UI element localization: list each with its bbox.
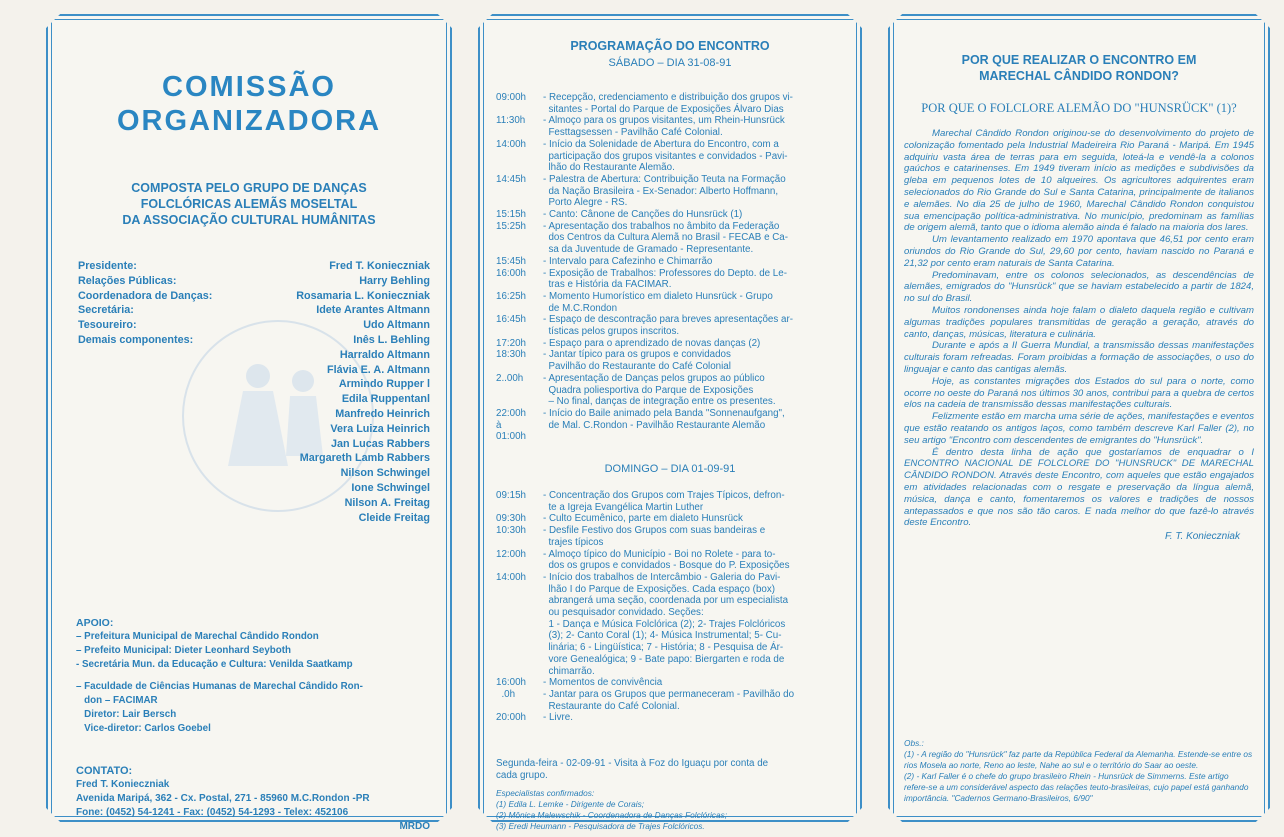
contact-line: Fone: (0452) 54-1241 - Fax: (0452) 54-1293 - Telex: 452106	[76, 807, 349, 818]
schedule-row	[496, 408, 846, 420]
schedule-time	[496, 666, 543, 678]
schedule-description: - Almoço típico do Município - Boi no Rolete - para to-	[543, 548, 776, 560]
contact-line: Avenida Maripá, 362 - Cx. Postal, 271 - 85960 M.C.Rondon -PR	[76, 793, 370, 804]
schedule-time	[496, 104, 543, 116]
schedule-description: 1 - Dança e Música Folclórica (2); 2- Trajes Folclóricos	[543, 618, 786, 630]
schedule-time	[496, 186, 543, 198]
schedule-description: - Almoço para os grupos visitantes, um Rhein-Hunsrück	[543, 115, 785, 127]
schedule-time: 15:45h	[496, 255, 526, 267]
schedule-description: te a Igreja Evangélica Martin Luther	[543, 501, 704, 513]
member-name: Nilson A. Freitag	[344, 496, 430, 509]
schedule-description: - Recepção, credenciamento e distribuição dos grupos vi-	[543, 92, 793, 103]
schedule-row	[496, 490, 846, 502]
schedule-description: Porto Alegre - RS.	[543, 197, 628, 209]
schedule-description: - Espaço para o aprendizado de novas danças (2)	[543, 337, 761, 349]
schedule-time: 09:30h	[496, 513, 526, 525]
schedule-description: - Livre.	[543, 712, 573, 724]
program-title: PROGRAMAÇÃO DO ENCONTRO	[570, 39, 770, 53]
schedule-description: participação dos grupos visitantes e convidados - Pavi-	[543, 150, 788, 162]
signature: F. T. Konieczniak	[1164, 531, 1240, 543]
schedule-description: - Momento Humorístico em dialeto Hunsrück - Grupo	[543, 290, 773, 302]
schedule-description: - Espaço de descontração para breves apresentações ar-	[543, 314, 793, 326]
schedule-time	[496, 701, 543, 713]
member-name: Harraldo Altmann	[339, 348, 430, 361]
schedule-row	[496, 502, 846, 514]
monday-note-line2: cada grupo.	[496, 770, 548, 781]
committee-subtitle-line3: DA ASSOCIAÇÃO CULTURAL HUMÂNITAS	[122, 213, 376, 227]
member-row	[78, 437, 430, 452]
schedule-time	[496, 197, 543, 209]
schedule-time: 01:00h	[496, 431, 526, 443]
schedule-row	[496, 186, 846, 198]
committee-subtitle-line1: COMPOSTA PELO GRUPO DE DANÇAS	[131, 181, 367, 195]
schedule-time: 09:15h	[496, 490, 526, 501]
member-role: Presidente:	[78, 260, 137, 272]
schedule-row	[496, 607, 846, 619]
schedule-time	[496, 619, 543, 631]
schedule-description: Restaurante do Café Colonial.	[543, 700, 680, 712]
schedule-time: .0h	[496, 688, 516, 700]
schedule-description: trajes típicos	[543, 536, 604, 548]
member-role: Coordenadora de Danças:	[78, 289, 213, 302]
schedule-time	[496, 326, 543, 338]
schedule-time: 16:00h	[496, 267, 526, 279]
member-row	[78, 466, 430, 481]
why-subtitle: POR QUE O FOLCLORE ALEMÃO DO "HUNSRÜCK" (1)?	[921, 101, 1237, 115]
schedule-time: 20:00h	[496, 712, 526, 724]
why-title	[890, 52, 1268, 84]
member-row	[78, 348, 430, 363]
schedule-description: dos os grupos e convidados - Bosque do P. Exposições	[543, 560, 790, 572]
member-row	[78, 333, 430, 348]
schedule-description: - Palestra de Abertura: Contribuição Teuta na Formação	[543, 173, 786, 185]
member-row	[78, 274, 430, 289]
member-name: Vera Luiza Heinrich	[330, 422, 430, 435]
support-line: – Prefeito Municipal: Dieter Leonhard Seyboth	[76, 645, 292, 656]
schedule-row	[496, 549, 846, 561]
schedule-row	[496, 701, 846, 713]
body-paragraph: Predominavam, entre os colonos selecionados, as descendências de alemães, emigrados do "Hunsrück" que se haviam estabelecido a partir de 1824, no sul do Brasil.	[904, 269, 1254, 305]
organizing-committee-panel	[46, 14, 452, 832]
schedule-time	[496, 303, 543, 315]
member-name: Harry Behling	[359, 274, 430, 287]
schedule-time: 14:45h	[496, 173, 526, 185]
schedule-row	[496, 630, 846, 642]
member-name: Manfredo Heinrich	[335, 407, 430, 420]
member-row	[78, 496, 430, 511]
schedule-time	[496, 127, 543, 139]
schedule-row	[496, 151, 846, 163]
specialist-line: (3) Eredi Heumann - Pesquisadora de Trajes Folclóricos.	[496, 821, 705, 831]
schedule-description: lhão do Restaurante Alemão.	[543, 162, 675, 174]
schedule-description: - Jantar para os Grupos que permaneceram - Pavilhão do	[543, 688, 795, 700]
schedule-description: de Mal. C.Rondon - Pavilhão Restaurante Alemão	[543, 419, 766, 431]
schedule-row	[496, 244, 846, 256]
contact-heading: CONTATO:	[76, 765, 133, 777]
schedule-description: lhão I do Parque de Exposições. Cada espaço (box)	[543, 583, 776, 595]
saturday-schedule	[496, 92, 846, 443]
member-role: Tesoureiro:	[78, 319, 137, 332]
member-name: Fred T. Konieczniak	[329, 260, 430, 272]
support-line: - Secretária Mun. da Educação e Cultura: Venilda Saatkamp	[76, 659, 353, 670]
schedule-description: - Culto Ecumênico, parte em dialeto Hunsrück	[543, 513, 743, 525]
saturday-heading: SÁBADO – DIA 31-08-91	[608, 57, 732, 69]
schedule-row	[496, 584, 846, 596]
support-line: Diretor: Lair Bersch	[76, 709, 177, 720]
schedule-time	[496, 385, 543, 397]
schedule-description: da Nação Brasileira - Ex-Senador: Alberto Hoffmann,	[543, 185, 779, 197]
schedule-row	[496, 256, 846, 268]
schedule-description: de M.C.Rondon	[543, 302, 618, 314]
schedule-row	[496, 268, 846, 280]
schedule-row	[496, 197, 846, 209]
member-name: Idete Arantes Altmann	[316, 304, 430, 317]
member-row	[78, 259, 430, 274]
schedule-row	[496, 92, 846, 104]
support-line: – Faculdade de Ciências Humanas de Marechal Cândido Ron-	[76, 681, 363, 692]
committee-title-line2: ORGANIZADORA	[116, 105, 382, 137]
schedule-time: 14:00h	[496, 138, 526, 150]
schedule-time: 12:00h	[496, 548, 526, 560]
schedule-row	[496, 349, 846, 361]
schedule-row	[496, 104, 846, 116]
schedule-time: 18:30h	[496, 349, 526, 361]
member-name: Udo Altmann	[363, 319, 430, 332]
schedule-description: chimarrão.	[543, 665, 595, 677]
body-paragraph: Um levantamento realizado em 1970 apontava que 46,51 por cento eram oriundos do Rio Grande do Sul, 29,60 por cento, haviam nascido no Paraná e 21,32 por cento eram naturais de Santa Catarina.	[904, 234, 1254, 269]
schedule-time: 16:00h	[496, 677, 526, 689]
member-row	[78, 407, 430, 422]
contact-section	[76, 764, 430, 834]
member-row	[78, 303, 430, 318]
support-section	[76, 616, 430, 736]
member-row	[78, 451, 430, 466]
schedule-row	[496, 420, 846, 432]
schedule-description: - Canto: Cânone de Canções do Hunsrück (1)	[543, 209, 743, 221]
observation-line: (2) - Karl Faller é o chefe do grupo brasileiro Rhein - Hunsrück de Simmerns. Este artigo refere-se a um considerável aspecto das relações teuto-brasileiras, cujo papel está ganhando importância. "Cadernos Germano-Brasileiros, 6/90"	[904, 771, 1249, 803]
schedule-row	[496, 162, 846, 174]
member-row	[78, 422, 430, 437]
schedule-time	[496, 595, 543, 607]
schedule-time: 10:30h	[496, 525, 526, 537]
schedule-time: 2..00h	[496, 372, 524, 384]
schedule-time: 17:20h	[496, 337, 526, 349]
schedule-row	[496, 572, 846, 584]
schedule-row	[496, 666, 846, 678]
member-row	[78, 363, 430, 378]
member-role: Secretária:	[78, 304, 134, 317]
schedule-row	[496, 209, 846, 221]
schedule-time	[496, 607, 543, 619]
member-role: Demais componentes:	[78, 333, 194, 346]
member-name: Ione Schwingel	[351, 481, 430, 494]
schedule-row	[496, 560, 846, 572]
schedule-row	[496, 291, 846, 303]
schedule-time	[496, 232, 543, 244]
schedule-time: à	[496, 419, 502, 431]
schedule-time	[496, 537, 543, 549]
member-name: Cleide Freitag	[358, 511, 430, 524]
schedule-description: - Início da Solenidade de Abertura do Encontro, com a	[543, 138, 779, 150]
schedule-row	[496, 595, 846, 607]
schedule-description: dos Centros da Cultura Alemã no Brasil - FECAB e Ca-	[543, 232, 789, 244]
support-line: Vice-diretor: Carlos Goebel	[76, 723, 211, 734]
schedule-row	[496, 115, 846, 127]
schedule-description: sa da Juventude de Gramado - Representante.	[543, 244, 754, 256]
schedule-description: - Exposição de Trabalhos: Professores do Depto. de Le-	[543, 267, 787, 279]
schedule-row	[496, 232, 846, 244]
specialists-section	[496, 788, 846, 832]
committee-title	[48, 70, 450, 138]
schedule-time: 15:15h	[496, 209, 526, 221]
why-title-line2: MARECHAL CÂNDIDO RONDON?	[979, 69, 1179, 83]
member-name: Margareth Lamb Rabbers	[299, 452, 430, 465]
member-row	[78, 318, 430, 333]
schedule-row	[496, 385, 846, 397]
schedule-time	[496, 151, 543, 163]
schedule-time	[496, 396, 543, 408]
member-name: Edila Ruppentanl	[341, 393, 430, 406]
schedule-description: - Início do Baile animado pela Banda "Sonnenaufgang",	[543, 407, 785, 419]
member-name: Flávia E. A. Altmann	[327, 363, 430, 376]
member-name: Nilson Schwingel	[340, 467, 430, 480]
schedule-description: - Concentração dos Grupos com Trajes Típicos, defron-	[543, 490, 785, 501]
member-role: Relações Públicas:	[78, 274, 177, 287]
observations-heading: Obs.:	[904, 738, 924, 748]
schedule-description: ou pesquisador convidado. Seções:	[543, 607, 704, 619]
schedule-description: - Início dos trabalhos de Intercâmbio - Galeria do Pavi-	[543, 571, 781, 583]
member-row	[78, 377, 430, 392]
schedule-time: 16:45h	[496, 314, 526, 326]
schedule-row	[496, 525, 846, 537]
schedule-description: tísticas pelos grupos inscritos.	[543, 326, 680, 338]
member-row	[78, 511, 430, 526]
schedule-row	[496, 221, 846, 233]
schedule-description: - Desfile Festivo dos Grupos com suas bandeiras e	[543, 525, 766, 537]
member-row	[78, 289, 430, 304]
support-heading: APOIO:	[76, 617, 114, 629]
schedule-time	[496, 642, 543, 654]
schedule-description: (3); 2- Canto Coral (1); 4- Música Instrumental; 5- Cu-	[543, 630, 782, 642]
schedule-time	[496, 162, 543, 174]
specialists-heading: Especialistas confirmados:	[496, 788, 595, 798]
sunday-heading: DOMINGO – DIA 01-09-91	[604, 463, 736, 475]
committee-subtitle	[68, 180, 430, 228]
monday-note	[496, 758, 846, 782]
schedule-row	[496, 314, 846, 326]
members-list	[78, 259, 430, 525]
schedule-description: – No final, danças de integração entre os presentes.	[543, 396, 776, 408]
schedule-time	[496, 502, 543, 514]
schedule-row	[496, 373, 846, 385]
schedule-time: 22:00h	[496, 407, 526, 419]
member-row	[78, 481, 430, 496]
schedule-description: abrangerá uma seção, coordenada por um especialista	[543, 595, 789, 607]
schedule-time	[496, 279, 543, 291]
body-paragraph: Felizmente estão em marcha uma série de ações, manifestações e eventos que estão reatando os antigos laços, como também descreve Karl Faller (2), no seu artigo "Encontro com descendentes de emigrantes do "Hunsrück".	[904, 411, 1254, 446]
schedule-row	[496, 396, 846, 408]
schedule-row	[496, 326, 846, 338]
schedule-time	[496, 361, 543, 373]
schedule-time: 14:00h	[496, 571, 526, 583]
schedule-row	[496, 139, 846, 151]
schedule-description: vore Genealógica; 9 - Bate papo: Biergarten e roda de	[543, 653, 785, 665]
observations-section	[904, 738, 1254, 804]
schedule-row	[496, 677, 846, 689]
committee-subtitle-line2: FOLCLÓRICAS ALEMÃS MOSELTAL	[140, 197, 358, 211]
schedule-description: sitantes - Portal do Parque de Exposições Álvaro Dias	[543, 103, 784, 115]
schedule-row	[496, 303, 846, 315]
why-body-text	[904, 128, 1254, 543]
schedule-description: Quadra poliesportiva do Parque de Exposições	[543, 384, 754, 396]
schedule-description: - Intervalo para Cafezinho e Chimarrão	[543, 255, 713, 267]
observation-line: (1) - A região do "Hunsrück" faz parte da República Federal da Alemanha. Estende-se entre os rios Mosela ao norte, Reno ao leste, Nahe ao sul e o território do Saar ao oeste.	[904, 749, 1253, 770]
schedule-row	[496, 338, 846, 350]
support-line: don – FACIMAR	[76, 695, 158, 706]
schedule-row	[496, 537, 846, 549]
body-paragraph: Durante e após a II Guerra Mundial, a transmissão dessas manifestações culturais foram refreadas. Foram proibidas a formação de associações, o uso do linguajar e canto das cantigas alemãs.	[904, 340, 1254, 375]
schedule-time: 16:25h	[496, 290, 526, 302]
schedule-description: - Jantar típico para os grupos e convidados	[543, 349, 731, 361]
schedule-description: Festtagsessen - Pavilhão Café Colonial.	[543, 127, 723, 139]
body-paragraph: É dentro desta linha de ação que gostaríamos de enquadrar o I ENCONTRO NACIONAL DE FOLCLORE DO "HUNSRUCK" DE MARECHAL CÂNDIDO RONDON. Através deste Encontro, com aqueles que estão engajados em atividades relacionadas com o resgate e preservação da língua alemã, música, dança e canto, fomentaremos os valores e tradições de nossos antepassados e que nos são tão caros. E nada melhor do que fazê-lo através deste Encontro.	[904, 446, 1254, 529]
schedule-description	[543, 431, 846, 443]
schedule-time	[496, 560, 543, 572]
schedule-time	[496, 244, 543, 256]
member-name: Rosamaria L. Konieczniak	[296, 289, 430, 302]
specialist-line: (1) Edila L. Lemke - Dirigente de Corais;	[496, 799, 645, 809]
schedule-time: 09:00h	[496, 92, 526, 103]
specialist-line: (2) Mônica Malewschik - Coordenadora de Danças Folclóricas;	[496, 810, 728, 820]
sunday-schedule	[496, 490, 846, 724]
schedule-row	[496, 513, 846, 525]
support-line	[76, 672, 430, 680]
why-rondon-panel	[888, 14, 1270, 822]
schedule-description: - Apresentação de Danças pelos grupos ao público	[543, 372, 765, 384]
schedule-row	[496, 279, 846, 291]
member-name: Inês L. Behling	[353, 333, 430, 346]
contact-line: Fred T. Konieczniak	[76, 779, 170, 790]
schedule-description: linária; 6 - Lingüística; 7 - História; 8 - Pesquisa de Ár-	[543, 642, 784, 654]
schedule-time	[496, 654, 543, 666]
schedule-description: Pavilhão do Restaurante do Café Colonial	[543, 361, 731, 373]
body-paragraph: Hoje, as constantes migrações dos Estados do sul para o norte, como ocorre no oeste do Paraná nos últimos 30 anos, contribui para a quebra de certos elos na cadeia de transmissão dessas manifestações culturais.	[904, 375, 1254, 411]
schedule-time	[496, 584, 543, 596]
schedule-time: 15:25h	[496, 220, 526, 232]
schedule-row	[496, 431, 846, 443]
schedule-time: 11:30h	[496, 115, 526, 127]
committee-title-line1: COMISSÃO	[162, 71, 336, 103]
schedule-row	[496, 127, 846, 139]
schedule-description: - Apresentação dos trabalhos no âmbito da Federação	[543, 220, 780, 232]
contact-telex-suffix: MRDO	[399, 821, 430, 832]
schedule-row	[496, 712, 846, 724]
schedule-row	[496, 642, 846, 654]
schedule-row	[496, 619, 846, 631]
body-paragraph: Muitos rondonenses ainda hoje falam o dialeto daquela região e cultivam algumas tradições populares transmitidas de geração a geração, através do canto, danças, músicas, literatura e culinária.	[904, 304, 1254, 340]
body-paragraph: Marechal Cândido Rondon originou-se do desenvolvimento do projeto de colonização fomentado pela Industrial Madeireira Rio Paraná - Maripá. Em 1945 adquiriu vasta área de terras para em seguida, loteá-la e vendê-la a colonos gaúchos e catarinenses. Em 1949 tiveram início as medições e subdivisões da gleba em pequenos lotes de 10 alqueires. Os agricultores adquirentes eram selecionados do Rio Grande do Sul e Santa Catarina, principalmente de italianos e alemães. No dia 25 de julho de 1960, Marechal Cândido Rondon conquistou sua emencipação política-administrativa. No município, predominam as famílias de origem alemã, tanto que o idioma alemão ainda é falado na maioria dos lares.	[904, 128, 1254, 234]
why-title-line1: POR QUE REALIZAR O ENCONTRO EM	[961, 53, 1197, 67]
schedule-description: tras e História da FACIMAR.	[543, 279, 672, 291]
schedule-row	[496, 654, 846, 666]
member-name: Jan Lucas Rabbers	[330, 437, 430, 450]
member-row	[78, 392, 430, 407]
support-line: – Prefeitura Municipal de Marechal Cândido Rondon	[76, 631, 319, 642]
schedule-row	[496, 174, 846, 186]
schedule-row	[496, 361, 846, 373]
schedule-row	[496, 689, 846, 701]
schedule-description: - Momentos de convivência	[543, 677, 663, 689]
program-panel	[478, 14, 862, 831]
member-name: Armindo Rupper l	[338, 378, 430, 391]
schedule-time	[496, 630, 543, 642]
monday-note-line1: Segunda-feira - 02-09-91 - Visita à Foz do Iguaçu por conta de	[496, 758, 769, 769]
